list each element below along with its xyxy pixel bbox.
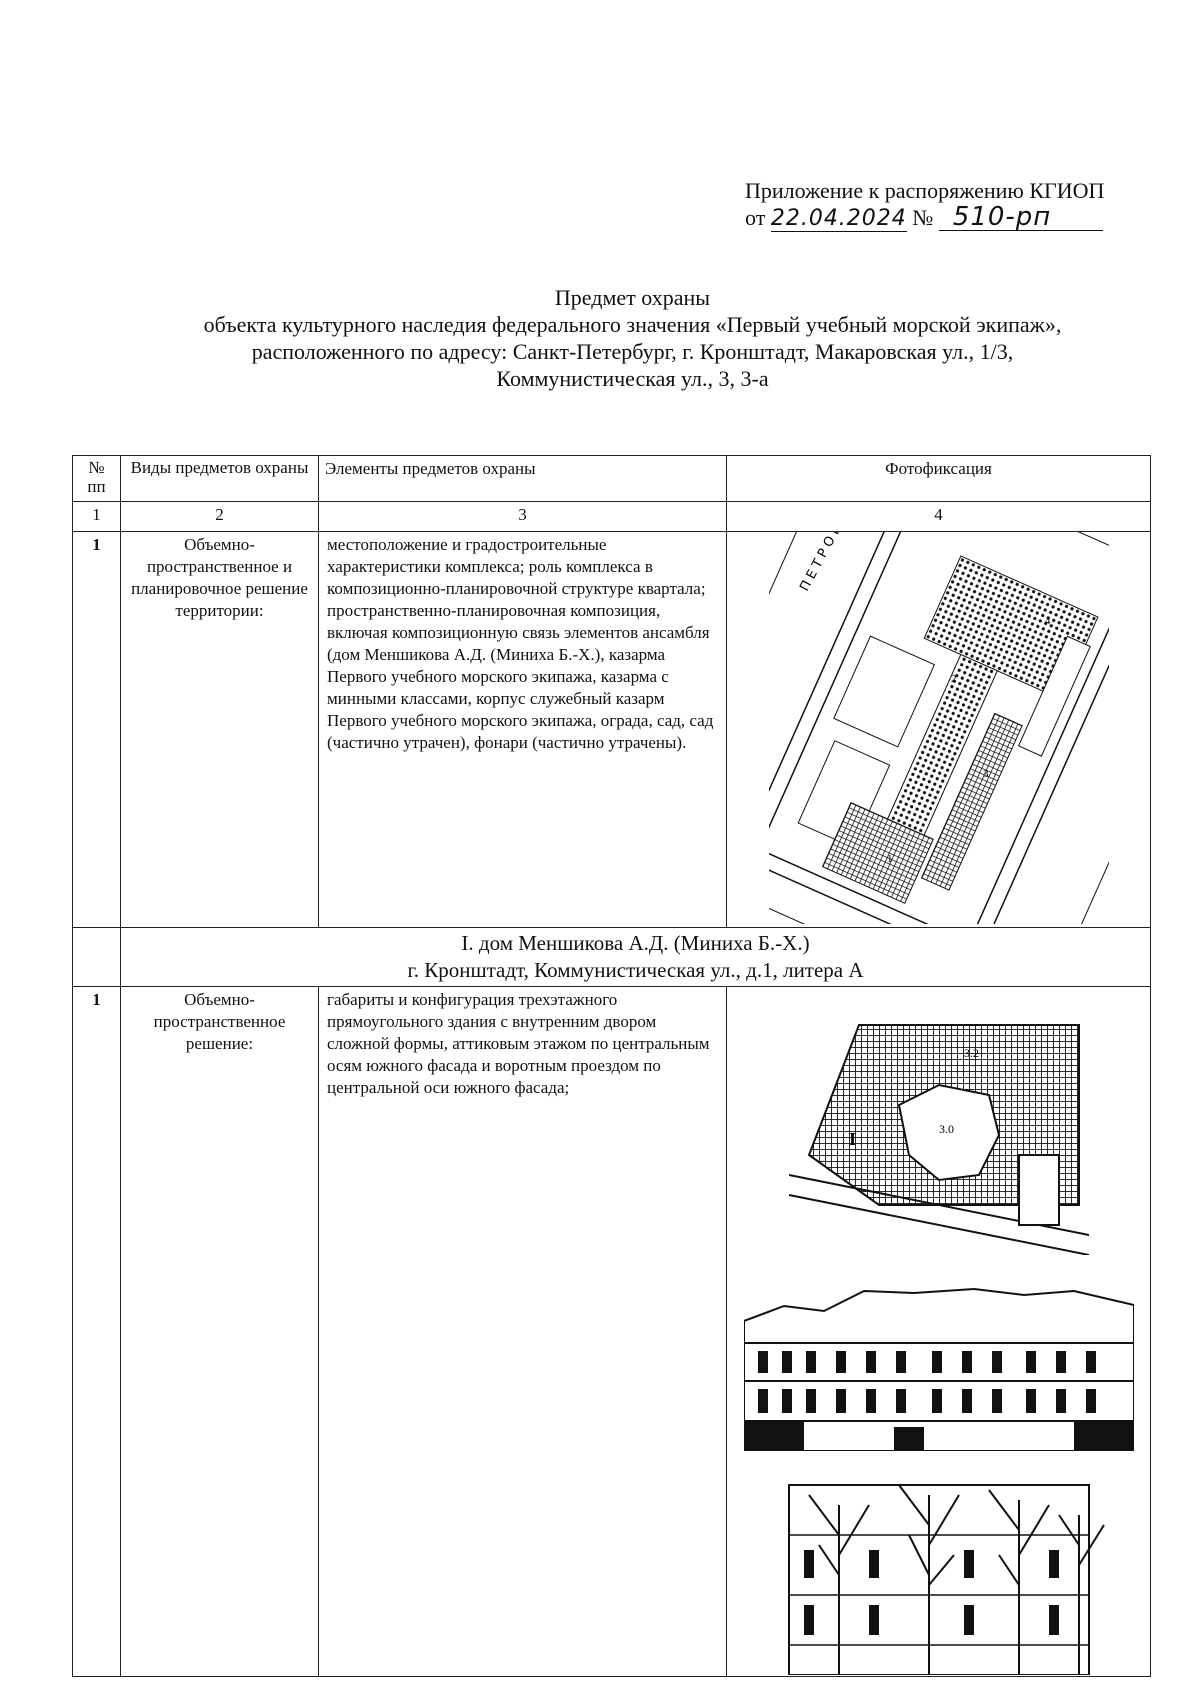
row1-type: Объемно-пространственное и планировочное решение территории: [121, 532, 319, 928]
row2-num: 1 [73, 987, 121, 1677]
map-mark-2: 2 [950, 673, 956, 685]
appendix-no-label: № [912, 205, 934, 230]
section-line-2: г. Кронштадт, Коммунистическая ул., д.1, литера А [407, 958, 864, 982]
section-heading [121, 928, 1151, 987]
header-photo: Фотофиксация [727, 456, 1151, 502]
colnum-4: 4 [727, 502, 1151, 532]
plan-mark-height-2: 3.2 [963, 1046, 979, 1060]
appendix-from: от [745, 205, 766, 230]
appendix-number: 510-рп [939, 204, 1103, 231]
column-number-row [73, 502, 1151, 532]
row1-photo [727, 532, 1151, 928]
title-line-3: расположенного по адресу: Санкт-Петербург, г. Кронштадт, Макаровская ул., 1/3, [251, 339, 1014, 364]
map-mark-4: 4 [1044, 615, 1050, 627]
plan-mark-height: 3.0 [938, 1122, 954, 1136]
table-header-row [73, 456, 1151, 502]
map-mark-3: 3 [982, 768, 988, 780]
document-title [0, 284, 1200, 392]
section-empty-cell [73, 928, 121, 987]
row1-elements: местоположение и градостроительные характеристики комплекса; роль комплекса в композиционно-планировочной структуре квартала; пространственно-планировочная композиция, включая композиционную связь элементов ансамбля (дом Меншикова А.Д. (Миниха Б.-Х.), казарма Первого учебного морского экипажа, казарма с минными классами, корпус служебный казарм Первого учебного морского экипажа, ограда, сад, сад (частично утрачен), фонари (частично утрачены). [319, 532, 727, 928]
territory-map [769, 532, 1109, 924]
table-row [73, 987, 1151, 1677]
courtyard-photo [759, 1475, 1119, 1675]
plan-mark-1: I [848, 1129, 856, 1149]
section-row [73, 928, 1151, 987]
title-line-2: объекта культурного наследия федерального значения «Первый учебный морской экипаж», [203, 312, 1062, 337]
row1-num: 1 [73, 532, 121, 928]
title-line-4: Коммунистическая ул., 3, 3-а [496, 366, 769, 391]
row2-type: Объемно-пространственное решение: [121, 987, 319, 1677]
protection-table [72, 455, 1151, 1677]
colnum-3: 3 [319, 502, 727, 532]
table-row [73, 532, 1151, 928]
map-mark-1: 1 [886, 853, 892, 865]
header-types: Виды предметов охраны [121, 456, 319, 502]
title-line-1: Предмет охраны [554, 285, 711, 310]
appendix-date: 22.04.2024 [770, 206, 907, 231]
row2-photos [727, 987, 1151, 1677]
facade-photo [744, 1281, 1134, 1451]
appendix-date-line [745, 204, 1104, 232]
appendix-block [745, 178, 1104, 232]
header-num: № пп [73, 456, 121, 502]
header-elements: Элементы предметов охраны [319, 456, 727, 502]
appendix-title: Приложение к распоряжению КГИОП [745, 178, 1105, 203]
section-line-1: I. дом Меншикова А.Д. (Миниха Б.-Х.) [461, 931, 810, 955]
colnum-2: 2 [121, 502, 319, 532]
row2-elements: габариты и конфигурация трехэтажного прямоугольного здания с внутренним двором сложной формы, аттиковым этажом по центральным осям южного фасада и воротным проездом по центральной оси южного фасада; [319, 987, 727, 1677]
colnum-1: 1 [73, 502, 121, 532]
building-plan-map [789, 1005, 1089, 1255]
